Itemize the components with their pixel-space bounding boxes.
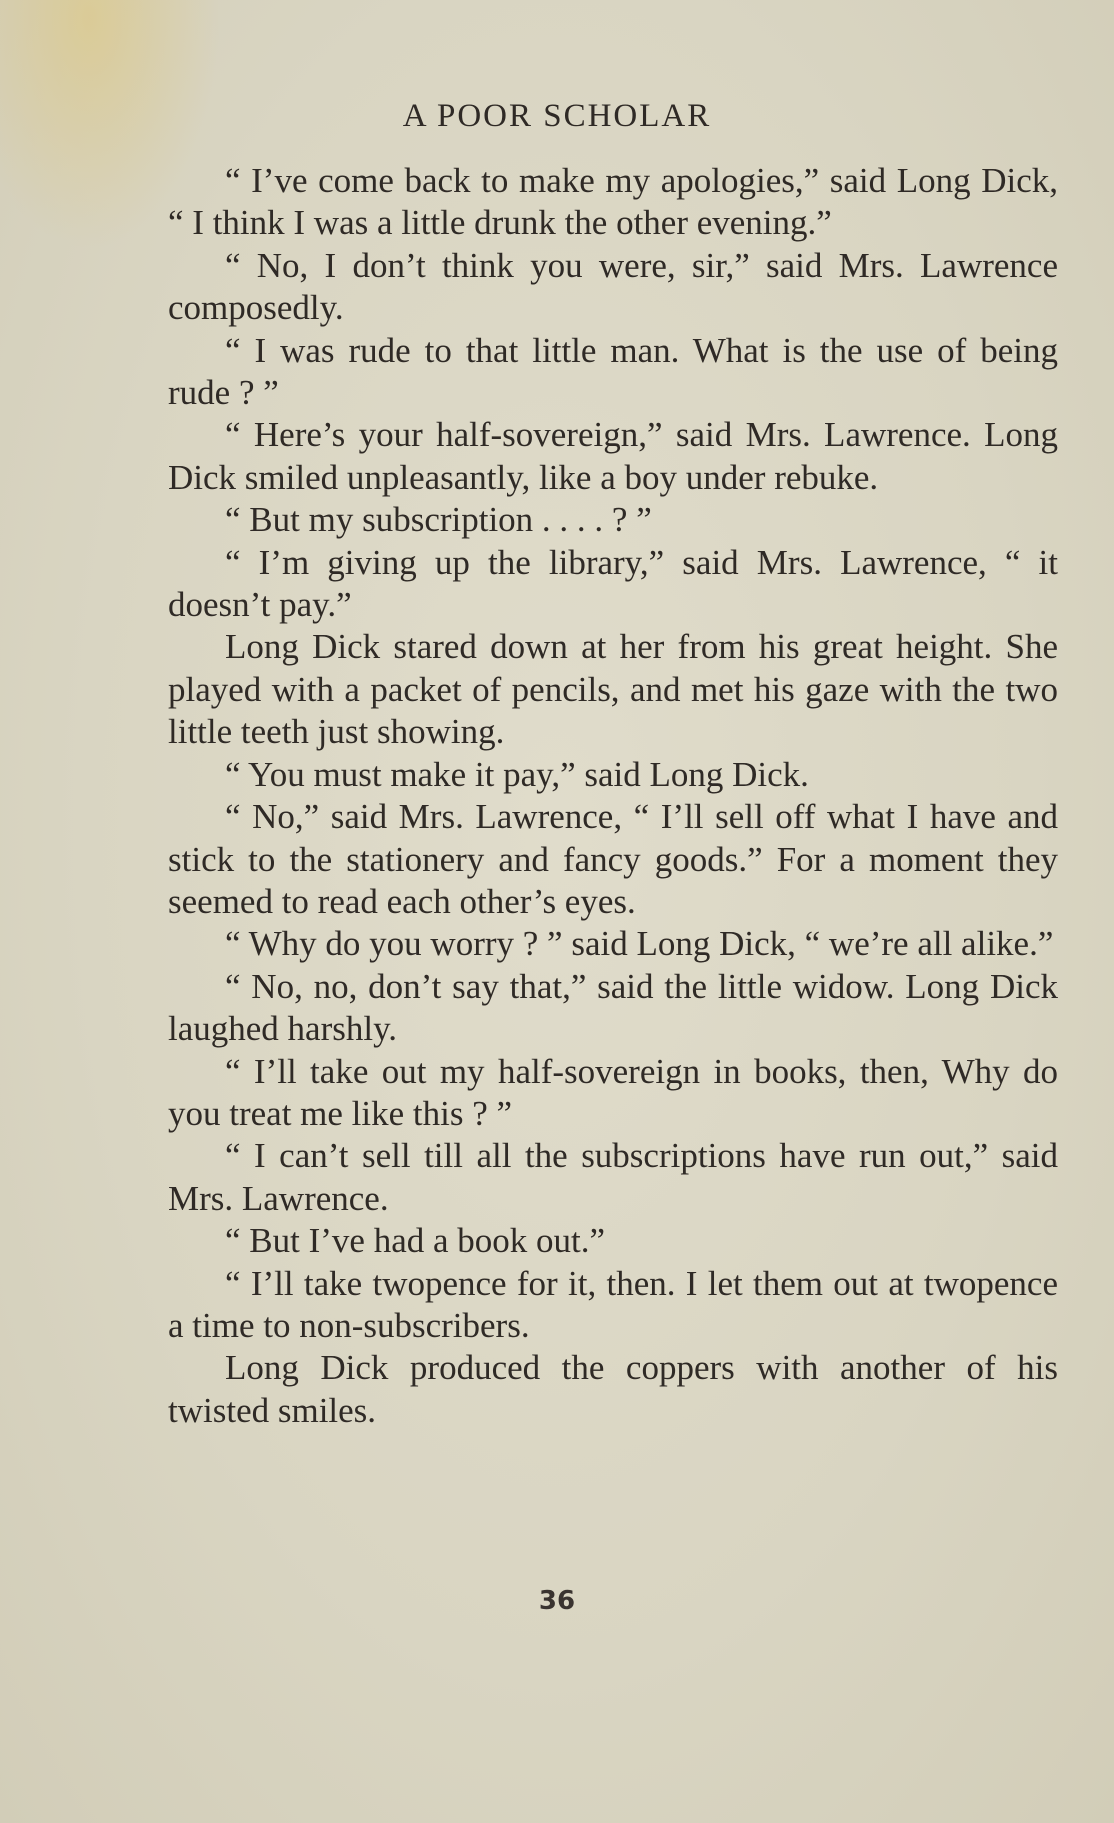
paragraph: “ No, no, don’t say that,” said the little widow. Long Dick laughed harshly. (168, 966, 1058, 1049)
paragraph: “ I can’t sell till all the subscriptions have run out,” said Mrs. Lawrence. (168, 1136, 1058, 1218)
paragraph: “ I was rude to that little man. What is the use of being rude ? ” (168, 330, 1058, 413)
paragraph: “ Here’s your half-sovereign,” said Mrs. Lawrence. Long Dick smiled unpleasantly, like a boy under rebuke. (168, 415, 1058, 497)
paragraph: “ I’ve come back to make my apologies,” said Long Dick, “ I think I was a little drunk the other evening.” (168, 161, 1058, 243)
paragraph: “ But I’ve had a book out.” (225, 1221, 606, 1261)
body-text (168, 160, 1058, 1432)
paragraph: “ Why do you worry ? ” said Long Dick, “ we’re all alike.” (225, 924, 1054, 964)
paragraph: Long Dick stared down at her from his great height. She played with a packet of pencils, and met his gaze with the two little teeth just showing. (168, 627, 1058, 752)
paragraph: “ I’ll take twopence for it, then. I let them out at twopence a time to non-subscribers. (168, 1263, 1058, 1345)
page-number: 36 (538, 1586, 576, 1616)
running-head: A POOR SCHOLAR (402, 98, 712, 134)
paragraph: “ No, I don’t think you were, sir,” said Mrs. Lawrence composedly. (168, 245, 1058, 328)
paragraph: “ You must make it pay,” said Long Dick. (225, 754, 809, 794)
paragraph: “ I’m giving up the library,” said Mrs. Lawrence, “ it doesn’t pay.” (168, 542, 1058, 625)
paragraph: “ No,” said Mrs. Lawrence, “ I’ll sell off what I have and stick to the stationery and fancy goods.” For a moment they seemed to read each other’s eyes. (168, 797, 1058, 921)
paragraph: Long Dick produced the coppers with another of his twisted smiles. (168, 1348, 1058, 1430)
paragraph: “ But my subscription . . . . ? ” (225, 500, 652, 540)
paragraph: “ I’ll take out my half-sovereign in books, then, Why do you treat me like this ? ” (168, 1051, 1058, 1133)
